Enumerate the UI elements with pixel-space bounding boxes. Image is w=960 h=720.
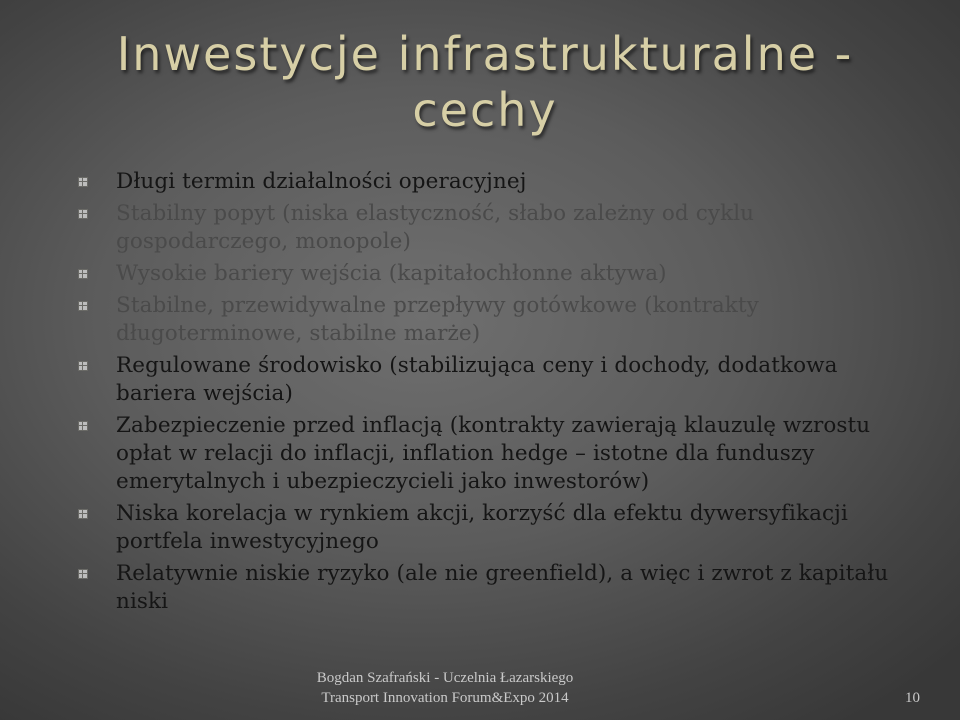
bullet-item (78, 500, 910, 556)
bullet-item (78, 168, 910, 196)
bullet-text: Stabilne, przewidywalne przepływy gotówkowe (kontrakty długoterminowe, stabilne marże) (116, 293, 759, 346)
bullet-text: Relatywnie niskie ryzyko (ale nie greenfield), a więc i zwrot z kapitału niski (116, 561, 889, 614)
square-bullet-icon (78, 269, 88, 279)
bullet-item (78, 292, 910, 348)
footer (250, 668, 640, 708)
bullet-text: Długi termin działalności operacyjnej (116, 169, 527, 194)
bullet-text: Wysokie bariery wejścia (kapitałochłonne aktywa) (116, 261, 667, 286)
bullet-item (78, 412, 910, 496)
footer-author: Bogdan Szafrański - Uczelnia Łazarskiego (316, 670, 574, 686)
bullet-item (78, 200, 910, 256)
bullet-text: Zabezpieczenie przed inflacją (kontrakty zawierają klauzulę wzrostu opłat w relacji do inflacji, inflation hedge – istotne dla funduszy emerytalnych i ubezpieczycieli jako inwestorów) (116, 413, 871, 494)
bullet-item (78, 260, 910, 288)
bullet-text: Regulowane środowisko (stabilizująca ceny i dochody, dodatkowa bariera wejścia) (116, 353, 838, 406)
slide-title: Inwestycje infrastrukturalne - cechy (116, 27, 854, 137)
footer-event: Transport Innovation Forum&Expo 2014 (321, 690, 569, 706)
square-bullet-icon (78, 569, 88, 579)
bullet-text: Stabilny popyt (niska elastyczność, słabo zależny od cyklu gospodarczego, monopole) (116, 201, 755, 254)
page-number: 10 (905, 690, 920, 706)
bullet-item (78, 352, 910, 408)
square-bullet-icon (78, 177, 88, 187)
bullet-item (78, 560, 910, 616)
square-bullet-icon (78, 421, 88, 431)
bullet-text: Niska korelacja w rynkiem akcji, korzyść dla efektu dywersyfikacji portfela inwestycyjnego (116, 501, 848, 554)
square-bullet-icon (78, 509, 88, 519)
bullet-list (78, 168, 910, 620)
square-bullet-icon (78, 361, 88, 371)
square-bullet-icon (78, 209, 88, 219)
square-bullet-icon (78, 301, 88, 311)
